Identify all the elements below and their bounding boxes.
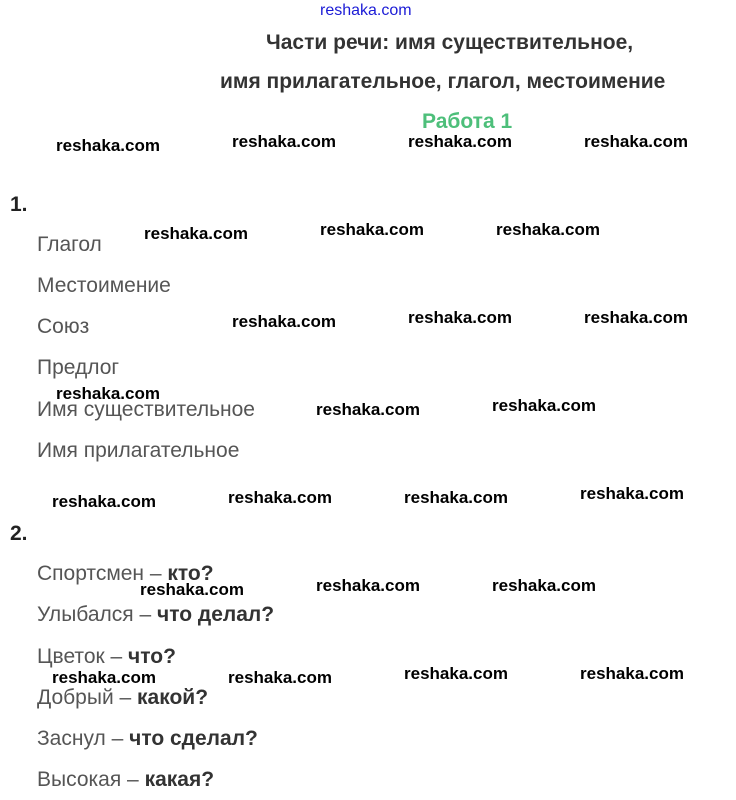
watermark: reshaka.com	[496, 220, 600, 239]
watermark: reshaka.com	[408, 132, 512, 151]
watermark: reshaka.com	[52, 492, 156, 511]
work-subtitle: Работа 1	[422, 110, 513, 133]
watermark: reshaka.com	[404, 488, 508, 507]
watermark: reshaka.com	[320, 220, 424, 239]
task-1-item: Имя существительное	[37, 398, 255, 421]
task-2-question: что сделал?	[129, 727, 258, 750]
task-2-word: Заснул	[37, 727, 106, 750]
task-1-item: Имя прилагательное	[37, 439, 240, 462]
watermark: reshaka.com	[232, 312, 336, 331]
watermark: reshaka.com	[228, 668, 332, 687]
task-1-item: Местоимение	[37, 274, 171, 297]
task-2-question: какой?	[137, 686, 209, 709]
watermark: reshaka.com	[228, 488, 332, 507]
dash: –	[113, 686, 138, 709]
task-2-item	[37, 603, 274, 627]
task-1-number: 1.	[10, 193, 28, 216]
watermark: reshaka.com	[316, 576, 420, 595]
watermark: reshaka.com	[492, 396, 596, 415]
watermark: reshaka.com	[316, 400, 420, 419]
task-2-word: Высокая	[37, 768, 122, 791]
task-2-item	[37, 645, 176, 669]
task-2-item	[37, 727, 258, 751]
watermark: reshaka.com	[584, 132, 688, 151]
watermark: reshaka.com	[404, 664, 508, 683]
watermark: reshaka.com	[56, 136, 160, 155]
watermark: reshaka.com	[232, 132, 336, 151]
task-2-question: что делал?	[157, 603, 275, 626]
watermark: reshaka.com	[492, 576, 596, 595]
watermark: reshaka.com	[584, 308, 688, 327]
watermark: reshaka.com	[140, 580, 244, 599]
page-title-line-1: Части речи: имя существительное,	[266, 31, 634, 54]
dash: –	[121, 768, 145, 791]
task-2-number: 2.	[10, 522, 28, 545]
task-1-item: Предлог	[37, 356, 120, 379]
task-2-word: Спортсмен	[37, 562, 145, 585]
dash: –	[104, 645, 129, 668]
dash: –	[144, 562, 168, 585]
task-2-word: Добрый	[37, 686, 114, 709]
watermark: reshaka.com	[580, 664, 684, 683]
watermark: reshaka.com	[580, 484, 684, 503]
task-2-word: Улыбался	[37, 603, 134, 626]
task-2-item	[37, 686, 208, 710]
task-2-item	[37, 768, 214, 792]
task-1-item: Глагол	[37, 233, 102, 256]
task-2-question: какая?	[144, 768, 215, 791]
task-2-question: что?	[128, 645, 176, 668]
task-2-question: кто?	[167, 562, 214, 585]
watermark: reshaka.com	[408, 308, 512, 327]
watermark: reshaka.com	[144, 224, 248, 243]
task-2-word: Цветок	[37, 645, 105, 668]
page-title-line-2: имя прилагательное, глагол, местоимение	[220, 70, 666, 93]
site-link[interactable]: reshaka.com	[320, 2, 412, 19]
dash: –	[133, 603, 157, 626]
watermark: reshaka.com	[56, 384, 160, 403]
task-1-item: Союз	[37, 315, 90, 338]
dash: –	[105, 727, 130, 750]
watermark: reshaka.com	[52, 668, 156, 687]
